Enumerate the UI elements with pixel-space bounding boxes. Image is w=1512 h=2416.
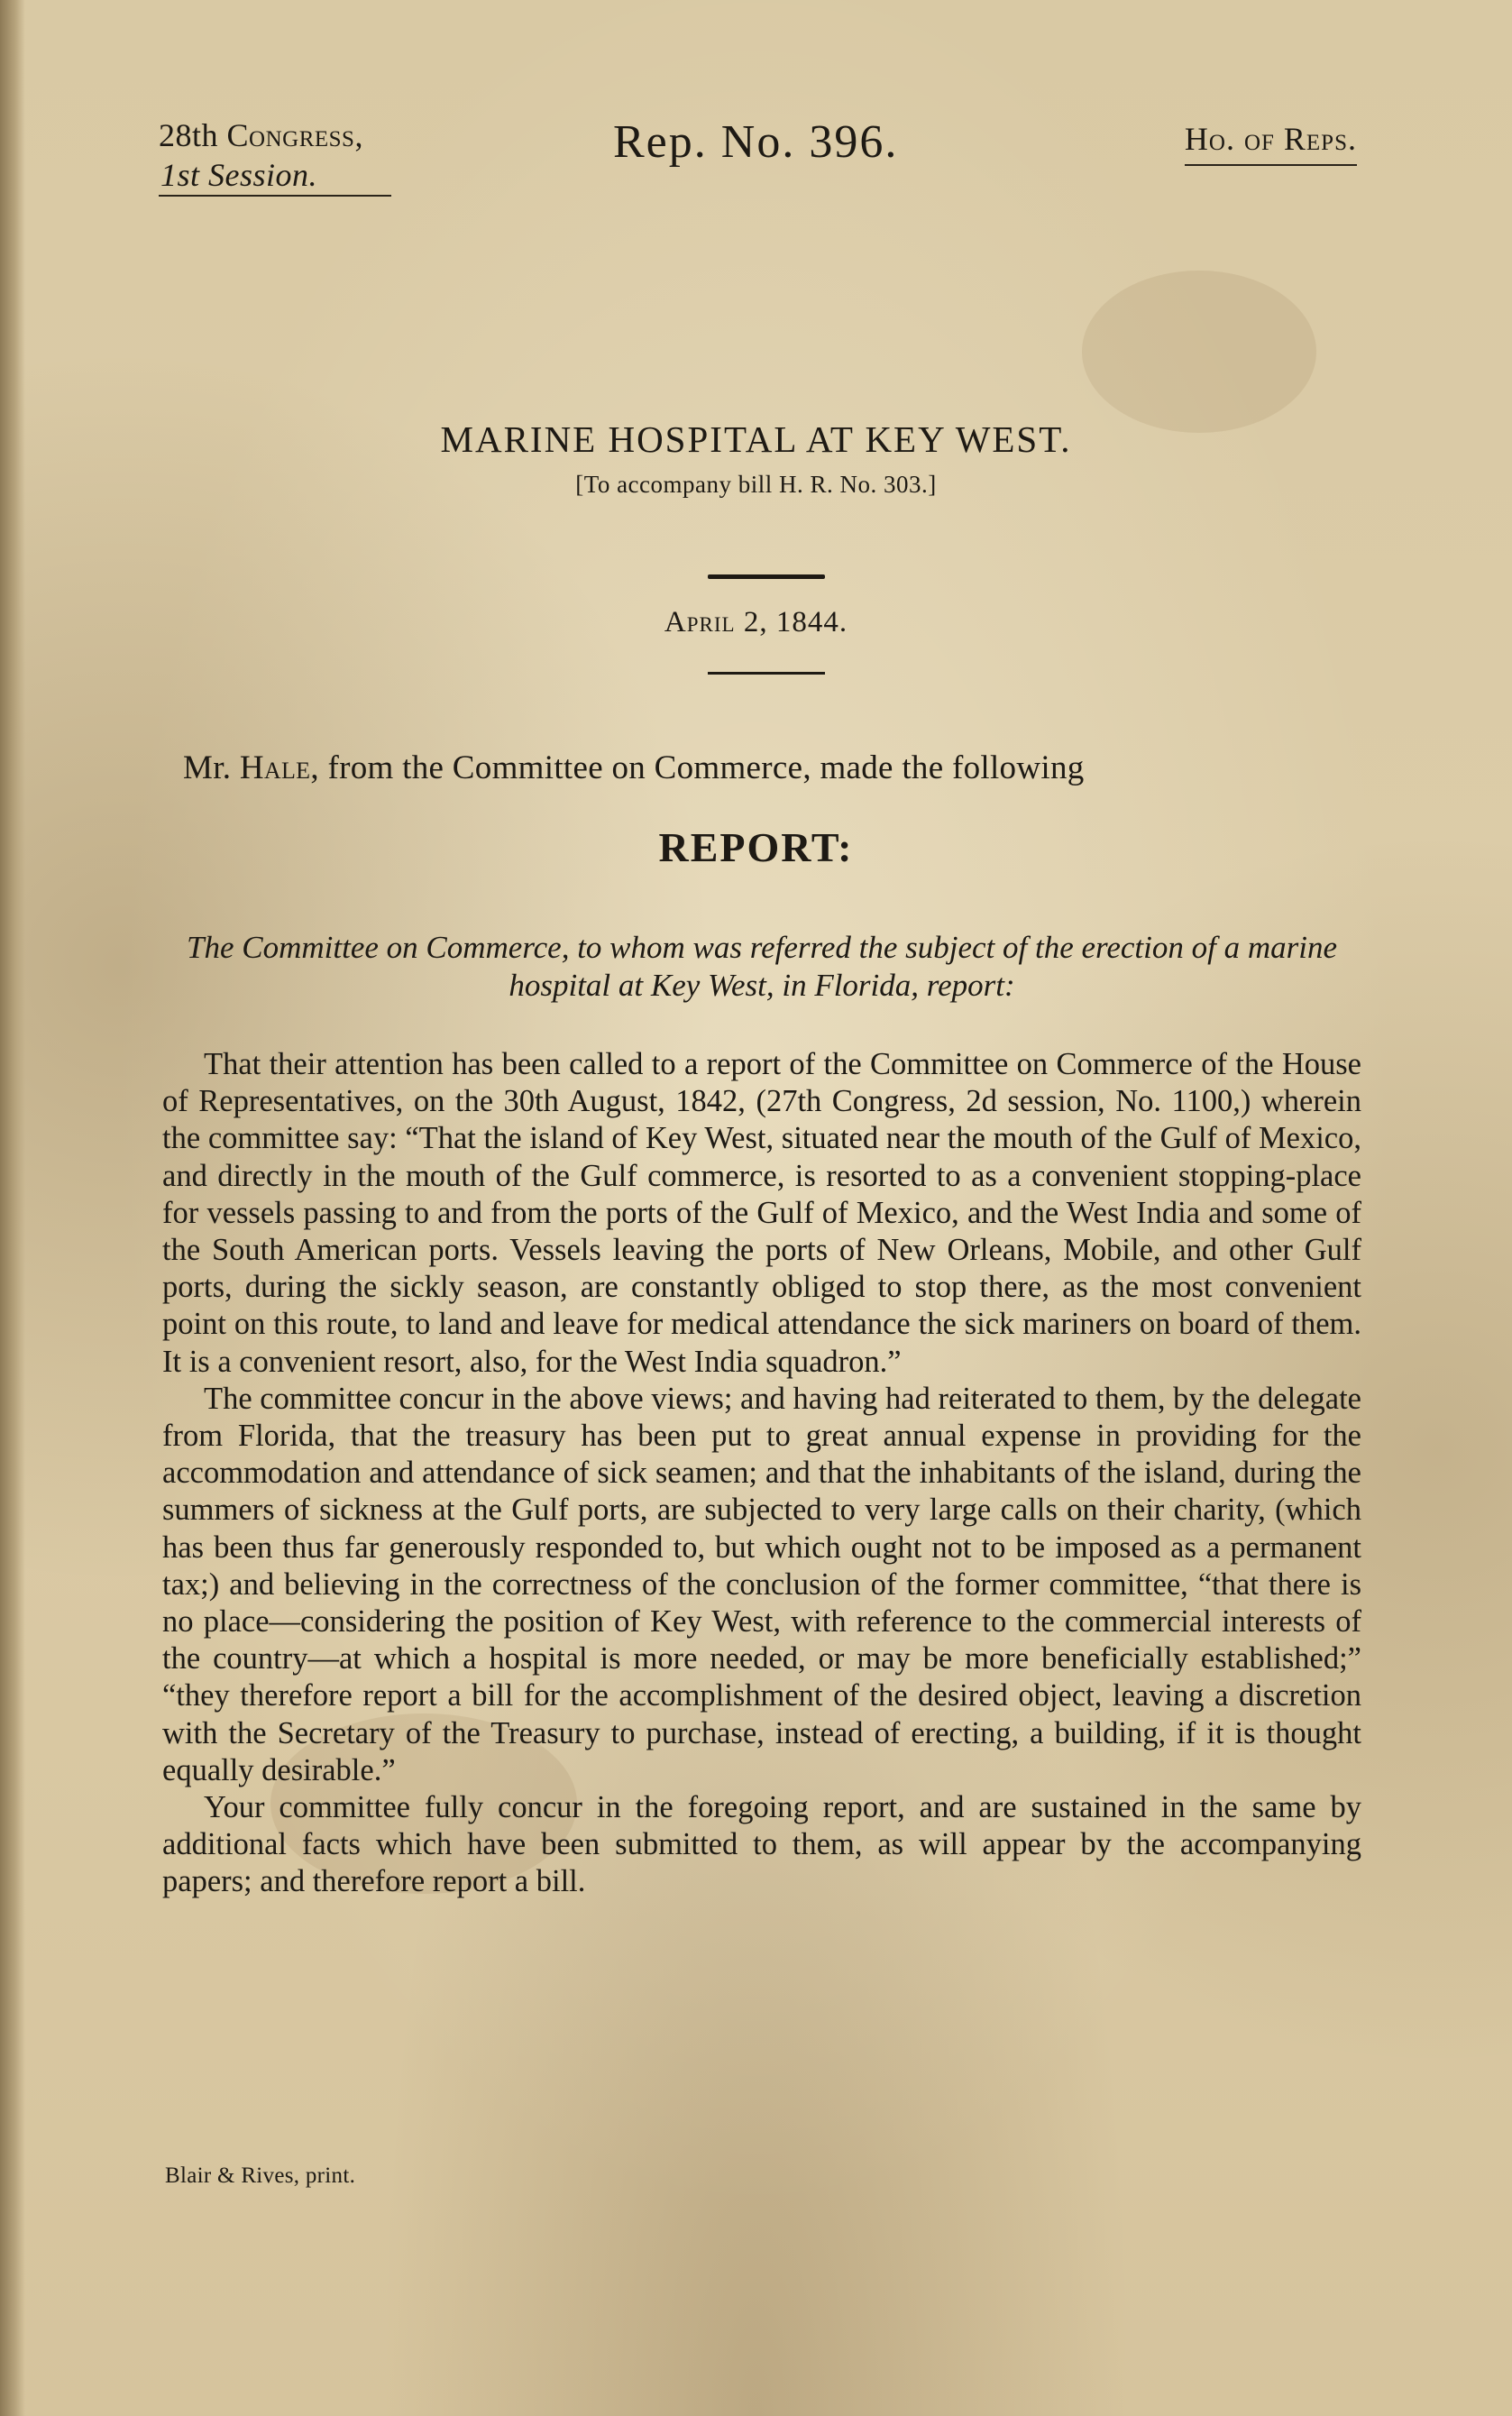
- presenter-name: Hale: [239, 749, 311, 786]
- report-number: Rep. No. 396.: [613, 116, 899, 168]
- divider-rule: [708, 574, 825, 579]
- presenter-rest: , from the Committee on Commerce, made the following: [310, 749, 1085, 786]
- date-day-year: 2, 1844.: [743, 606, 848, 638]
- congress-session-label: [159, 115, 391, 197]
- presenter-line: [183, 749, 1085, 788]
- session-label: 1st Session.: [159, 155, 391, 197]
- page-edge-shadow: [0, 0, 25, 2416]
- printer-imprint: Blair & Rives, print.: [165, 2163, 356, 2188]
- congress-number: 28th: [159, 117, 219, 153]
- paper-stain: [1082, 271, 1316, 433]
- house-label: Ho. of Reps.: [1185, 119, 1357, 166]
- body-paragraph: The committee concur in the above views; and having had reiterated to them, by the delegate from Florida, that the treasury has been put to great annual expense in providing for the accommodation and attendance of sick seamen; and that the inhabitants of the island, during the summers of sickness at the Gulf ports, are subjected to very large calls on their charity, (which has been thus far generously responded to, but which ought not to be imposed as a permanent tax;) and believing in the correctness of the conclusion of the former committee, “that there is no place—considering the position of Key West, with reference to the commercial interests of the country—at which a hospital is more needed, or may be more beneficially established;” “they therefore report a bill for the accomplishment of the desired object, leaving a discretion with the Secretary of the Treasury to purchase, instead of erecting, a building, if it is thought equally desirable.”: [162, 1381, 1361, 1787]
- congress-word: Congress,: [226, 117, 363, 153]
- document-subtitle: [To accompany bill H. R. No. 303.]: [575, 471, 937, 498]
- body-paragraph: That their attention has been called to a report of the Committee on Commerce of the House of Representatives, on the 30th August, 1842, (27th Congress, 2d session, No. 1100,) wherein the committee say: “That the island of Key West, situated near the mouth of the Gulf of Mexico, and directly in the mouth of the Gulf commerce, is resorted to as a convenient stopping-place for vessels passing to and from the ports of the Gulf of Mexico, and the West India and some of the South American ports. Vessels leaving the ports of New Orleans, Mobile, and other Gulf ports, during the sickly season, are constantly obliged to stop there, as the most convenient point on this route, to land and leave for medical attendance the sick mariners on board of them. It is a convenient resort, also, for the West India squadron.”: [162, 1047, 1361, 1379]
- document-title: MARINE HOSPITAL AT KEY WEST.: [440, 418, 1072, 460]
- report-body: [162, 1046, 1361, 1901]
- divider-rule: [708, 672, 825, 675]
- report-date: [0, 604, 1512, 640]
- report-heading: REPORT:: [658, 824, 854, 870]
- date-month: April: [664, 606, 736, 638]
- body-paragraph: Your committee fully concur in the foregoing report, and are sustained in the same by additional facts which have been submitted to them, as will appear by the accompanying papers; and therefore report a bill.: [162, 1790, 1361, 1899]
- presenter-prefix: Mr.: [183, 749, 232, 786]
- report-intro: The Committee on Commerce, to whom was referred the subject of the erection of a marine hospital at Key West, in Florida, report:: [187, 930, 1337, 1003]
